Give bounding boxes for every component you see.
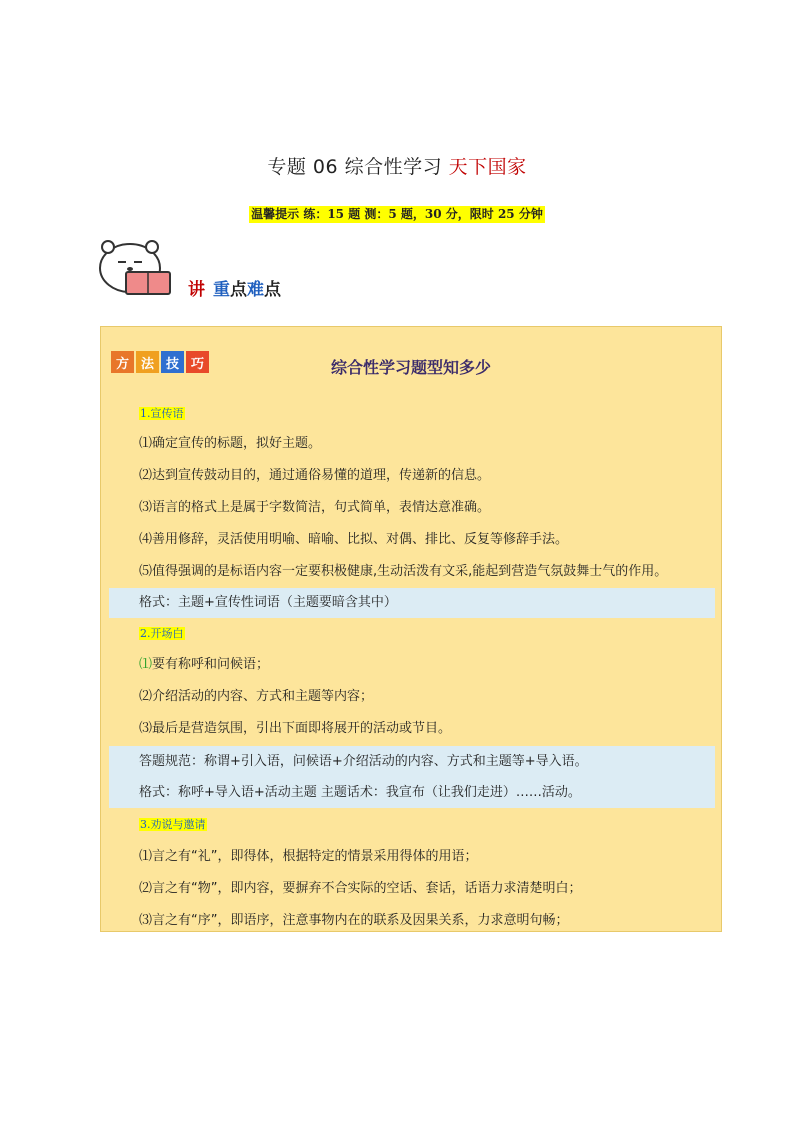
title-topic: 天下国家 (448, 156, 527, 178)
method-box (100, 326, 722, 932)
format-band-2 (109, 746, 715, 808)
item-2-1-num: ⑴ (139, 657, 153, 672)
box-title: 综合性学习题型知多少 (330, 358, 491, 377)
section-heading (188, 275, 281, 300)
item-1-1: ⑴确定宣传的标题，拟好主题。 (139, 436, 322, 451)
item-2-3: ⑶最后是营造氛围，引出下面即将展开的活动或节目。 (139, 721, 452, 736)
answer-spec: 答题规范：称谓+引入语，问候语+介绍活动的内容、方式和主题等+导入语。 (139, 754, 588, 769)
heading-1 (139, 404, 185, 424)
badge-fa: 法 (136, 351, 159, 373)
item-2-1-text: 要有称呼和问候语； (152, 657, 270, 672)
badge-ji: 技 (161, 351, 184, 373)
section-char-2: 重 (213, 280, 230, 300)
item-1-5: ⑸值得强调的是标语内容一定要积极健康,生动活泼有文采,能起到营造气氛鼓舞士气的作用。 (139, 564, 668, 579)
item-3-2: ⑵言之有“物”，即内容，要摒弃不合实际的空话、套话，话语力求清楚明白； (139, 881, 582, 896)
section-char-4: 难 (247, 280, 264, 300)
item-1-4: ⑷善用修辞，灵活使用明喻、暗喻、比拟、对偶、排比、反复等修辞手法。 (139, 532, 569, 547)
section-char-3: 点 (230, 280, 247, 300)
heading-1-label: 1.宣传语 (140, 407, 184, 420)
item-3-3: ⑶言之有“序”，即语序，注意事物内在的联系及因果关系，力求意明句畅； (139, 913, 569, 928)
item-1-3: ⑶语言的格式上是属于字数简洁，句式简单，表情达意准确。 (139, 500, 491, 515)
bear-reading-icon (96, 238, 178, 302)
item-3-1: ⑴言之有“礼”，即得体，根据特定的情景采用得体的用语； (139, 849, 478, 864)
heading-3 (139, 815, 207, 835)
item-2-1 (139, 655, 269, 675)
tip-row (0, 203, 794, 223)
badge-fang: 方 (111, 351, 134, 373)
item-1-2: ⑵达到宣传鼓动目的，通过通俗易懂的道理，传递新的信息。 (139, 468, 491, 483)
badge-qiao: 巧 (186, 351, 209, 373)
item-2-2: ⑵介绍活动的内容、方式和主题等内容； (139, 689, 374, 704)
format-2: 格式：称呼+导入语+活动主题 主题话术：我宣布（让我们走进）……活动。 (139, 785, 581, 800)
page-title (0, 152, 794, 179)
tip-banner: 温馨提示 练：15 题 测：5 题，30 分，限时 25 分钟 (251, 207, 543, 221)
section-char-5: 点 (264, 280, 281, 300)
title-prefix: 专题 06 综合性学习 (267, 156, 443, 178)
section-label: 讲 (188, 280, 205, 300)
format-1: 格式：主题+宣传性词语（主题要暗含其中） (139, 595, 397, 610)
format-band-1 (109, 588, 715, 618)
heading-3-label: 3.劝说与邀请 (140, 818, 206, 831)
heading-2 (139, 624, 185, 644)
heading-2-label: 2.开场白 (140, 627, 184, 640)
